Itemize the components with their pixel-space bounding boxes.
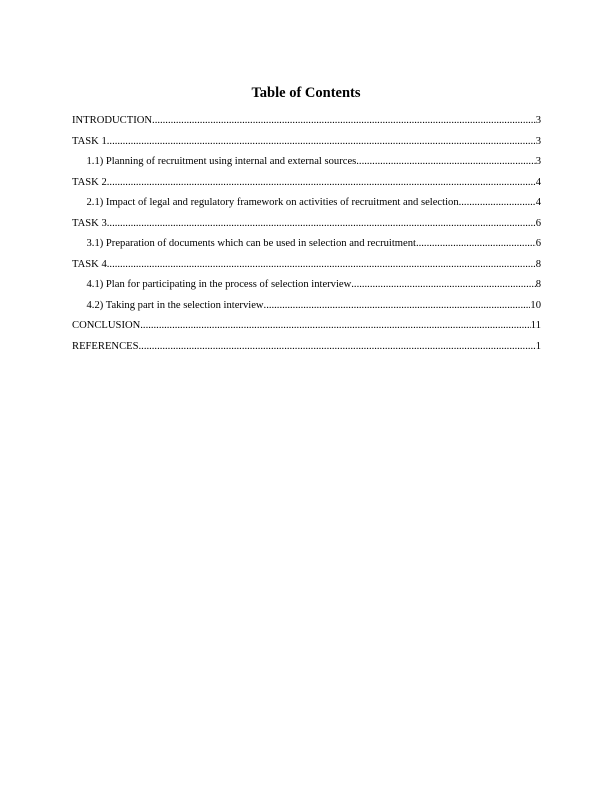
toc-page-number: 8 (535, 279, 541, 290)
toc-page-number: 4 (535, 197, 541, 208)
toc-entry-conclusion[interactable] (72, 319, 541, 340)
toc-page-number: 3 (535, 135, 541, 147)
toc-dot-leader (459, 196, 536, 209)
toc-page-number: 1 (535, 340, 541, 352)
toc-entry-task-2[interactable] (72, 176, 541, 197)
toc-dot-leader (351, 278, 535, 291)
toc-page-number: 10 (530, 299, 541, 311)
toc-list (72, 114, 541, 360)
toc-dot-leader (152, 114, 536, 127)
toc-page-number: 6 (535, 217, 541, 229)
toc-entry-label: 4.2) Taking part in the selection interview (86, 299, 264, 311)
toc-entry-label: TASK 3 (72, 217, 107, 229)
toc-dot-leader (107, 135, 536, 148)
toc-entry-label: TASK 2 (72, 176, 107, 188)
toc-dot-leader (107, 176, 536, 189)
toc-page-number: 6 (535, 238, 541, 249)
toc-entry-introduction[interactable] (72, 114, 541, 135)
toc-entry-2-1[interactable] (72, 196, 541, 217)
toc-entry-3-1[interactable] (72, 237, 541, 258)
toc-entry-label: TASK 1 (72, 135, 107, 147)
toc-entry-4-2[interactable] (72, 299, 541, 320)
toc-entry-label: 2.1) Impact of legal and regulatory framework on activities of recruitment and selection (86, 197, 459, 208)
toc-entry-label: INTRODUCTION (72, 115, 153, 126)
toc-entry-1-1[interactable] (72, 155, 541, 176)
toc-dot-leader (139, 340, 536, 353)
toc-entry-label: TASK 4 (72, 258, 107, 270)
toc-dot-leader (140, 319, 531, 332)
toc-page-number: 8 (535, 258, 541, 270)
toc-entry-label: 3.1) Preparation of documents which can be used in selection and recruitment (86, 238, 416, 249)
toc-dot-leader (416, 237, 536, 250)
toc-entry-references[interactable] (72, 340, 541, 361)
toc-page-number: 3 (535, 115, 541, 126)
toc-page-number: 4 (535, 176, 541, 188)
toc-dot-leader (264, 299, 531, 312)
toc-entry-task-3[interactable] (72, 217, 541, 238)
toc-entry-label: REFERENCES (72, 340, 139, 352)
toc-entry-label: 4.1) Plan for participating in the process of selection interview (86, 279, 352, 290)
toc-dot-leader (356, 155, 535, 168)
toc-entry-task-1[interactable] (72, 135, 541, 156)
toc-entry-label: 1.1) Planning of recruitment using internal and external sources (86, 156, 357, 167)
toc-entry-task-4[interactable] (72, 258, 541, 279)
toc-dot-leader (107, 258, 536, 271)
toc-page-number: 3 (535, 156, 541, 167)
toc-entry-label: CONCLUSION (72, 320, 141, 331)
toc-entry-4-1[interactable] (72, 278, 541, 299)
toc-page-number: 11 (530, 320, 541, 331)
toc-dot-leader (107, 217, 536, 230)
toc-title: Table of Contents (251, 85, 361, 101)
